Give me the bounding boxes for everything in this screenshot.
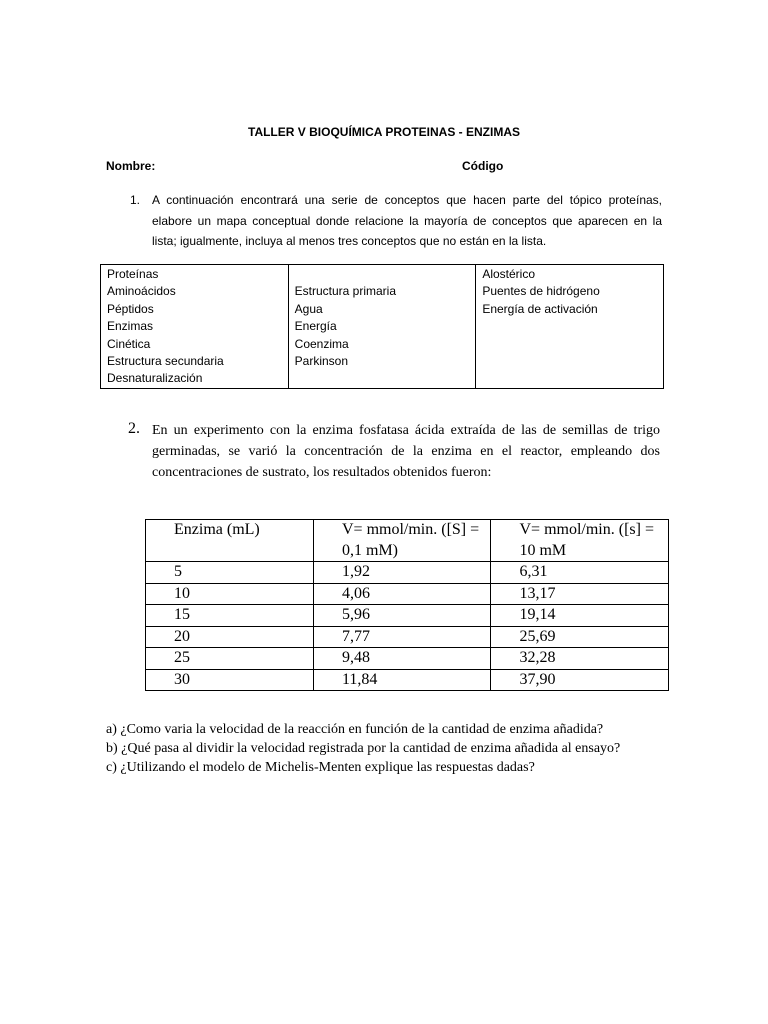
table-row (146, 583, 669, 605)
concept-item: Proteínas (107, 267, 159, 281)
concept-item: Coenzima (294, 336, 349, 351)
table-cell: 6,31 (491, 562, 669, 584)
sub-question-a: a) ¿Como varia la velocidad de la reacción en función de la cantidad de enzima añadida? (106, 722, 604, 737)
concept-item: Agua (294, 301, 323, 316)
concept-item: Energía (294, 319, 337, 334)
name-label: Nombre: (106, 159, 156, 173)
concept-item: Desnaturalización (107, 371, 203, 386)
enzyme-data-table (145, 519, 669, 691)
table-row (146, 562, 669, 584)
concepts-table (100, 264, 664, 389)
question-2-number: 2. (128, 420, 140, 437)
table-row (146, 648, 669, 670)
table-cell: 4,06 (314, 583, 491, 605)
table-cell: 20 (146, 626, 314, 648)
concepts-column-1 (101, 265, 289, 389)
question-1-line: A continuación encontrará una serie de conceptos que hacen parte del tópico proteínas, (152, 193, 662, 207)
concepts-column-2 (288, 265, 476, 389)
table-cell: 13,17 (491, 583, 669, 605)
question-1-line: elabore un mapa conceptual donde relacione la mayoría de conceptos que aparecen en la (152, 213, 662, 228)
table-cell: 5,96 (314, 605, 491, 627)
header-velocity-high-substrate: V= mmol/min. ([s] = 10 mM (491, 520, 669, 562)
header-velocity-low-substrate: V= mmol/min. ([S] = 0,1 mM) (314, 520, 491, 562)
concept-item: Parkinson (294, 354, 349, 369)
question-2-line: germinadas, se varió la concentración de la enzima en el reactor, empleando dos (152, 444, 660, 459)
table-cell: 1,92 (314, 562, 491, 584)
question-2-line: concentraciones de sustrato, los resultados obtenidos fueron: (152, 465, 492, 480)
table-cell: 25 (146, 648, 314, 670)
table-header-row (146, 520, 669, 562)
table-row (146, 669, 669, 691)
table-cell: 10 (146, 583, 314, 605)
concept-item: Péptidos (107, 301, 154, 316)
sub-questions (106, 720, 620, 777)
table-cell: 37,90 (491, 669, 669, 691)
concept-item: Puentes de hidrógeno (482, 284, 600, 299)
page-title: TALLER V BIOQUÍMICA PROTEINAS - ENZIMAS (248, 125, 520, 139)
concept-item: Cinética (107, 336, 151, 351)
table-cell: 25,69 (491, 626, 669, 648)
table-row (146, 626, 669, 648)
concept-item (295, 266, 471, 283)
table-row (146, 605, 669, 627)
concept-item: Energía de activación (482, 301, 598, 316)
table-cell: 5 (146, 562, 314, 584)
question-2-text (152, 420, 660, 483)
concept-item: Alostérico (482, 267, 535, 281)
question-2-line: En un experimento con la enzima fosfatasa ácida extraída de las de semillas de trigo (152, 423, 660, 438)
table-cell: 30 (146, 669, 314, 691)
concepts-column-3 (476, 265, 664, 389)
sub-question-c: c) ¿Utilizando el modelo de Michelis-Menten explique las respuestas dadas? (106, 760, 535, 775)
table-cell: 9,48 (314, 648, 491, 670)
table-cell: 19,14 (491, 605, 669, 627)
question-1-line: lista; igualmente, incluya al menos tres conceptos que no están en la lista. (152, 234, 547, 248)
table-cell: 7,77 (314, 626, 491, 648)
table-cell: 15 (146, 605, 314, 627)
concept-item: Enzimas (107, 319, 154, 334)
question-1-text (152, 190, 662, 252)
concept-item: Estructura secundaria (107, 354, 224, 369)
code-label: Código (462, 159, 504, 173)
header-enzyme: Enzima (mL) (146, 520, 314, 562)
table-cell: 32,28 (491, 648, 669, 670)
sub-question-b: b) ¿Qué pasa al dividir la velocidad registrada por la cantidad de enzima añadida al ensayo? (106, 741, 621, 756)
question-1-number: 1. (130, 193, 141, 207)
concept-item: Estructura primaria (294, 284, 397, 299)
concept-item: Aminoácidos (107, 284, 176, 299)
table-cell: 11,84 (314, 669, 491, 691)
